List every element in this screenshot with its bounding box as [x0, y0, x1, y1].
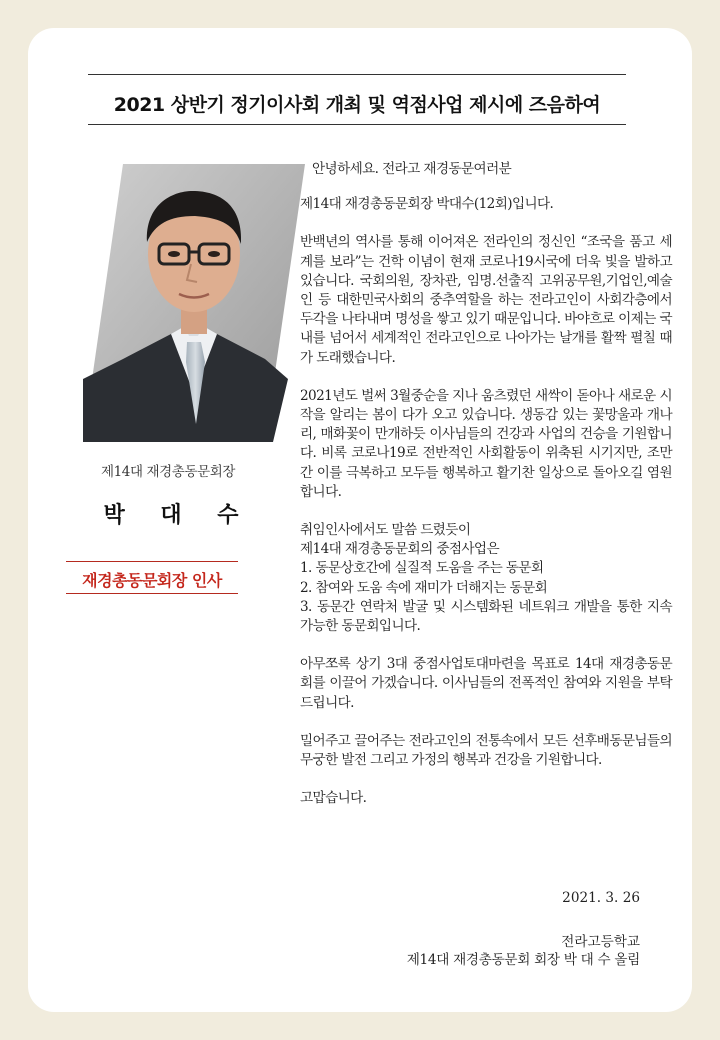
- letter-paragraph-2: 2021년도 벌써 3월중순을 지나 움츠렸던 새싹이 돋아나 새로운 시작을 알리는 봄이 다가 오고 있습니다. 생동감 있는 꽃망울과 개나리, 매화꽃이 만개하듯 이사님들의 건강과 사업의 건승을 기원합니다. 비록 코로나19로 전반적인 사회활동이 위축된 시기지만, 조만간 이를 극복하고 모두들 행복하고 활기찬 일상으로 돌아오길 염원합니다.: [300, 387, 672, 500]
- letter-intro: 제14대 재경총동문회장 박대수(12회)입니다.: [300, 196, 554, 213]
- letter-greeting: 안녕하세요. 전라고 재경동문여러분: [312, 161, 512, 177]
- letter-card: [28, 28, 692, 1012]
- letter-paragraph-4: 아무쪼록 상기 3대 중점사업토대마련을 목표로 14대 재경총동문회를 이끌어 가겠습니다. 이사님들의 전폭적인 참여와 지원을 부탁드립니다.: [300, 656, 672, 711]
- signature-signer: 제14대 재경총동문회 회장 박 대 수 올림: [406, 952, 640, 968]
- title-bottom-rule: [88, 124, 626, 125]
- list-item: 1. 동문상호간에 실질적 도움을 주는 동문회: [300, 560, 544, 577]
- section-bottom-rule: [66, 593, 238, 594]
- title-top-rule: [88, 74, 626, 75]
- section-title: 재경총동문회장 인사: [82, 571, 222, 590]
- portrait-illustration: [83, 164, 305, 442]
- page-title: 2021 상반기 정기이사회 개최 및 역점사업 제시에 즈음하여: [113, 94, 601, 116]
- letter-paragraph-5: 밀어주고 끌어주는 전라고인의 전통속에서 모든 선후배동문님들의 무궁한 발전 그리고 가정의 행복과 건강을 기원합니다.: [300, 732, 672, 769]
- caption-name: 박 대 수: [103, 503, 253, 528]
- list-item: 2. 참여와 도움 속에 재미가 더해지는 동문회: [300, 579, 548, 596]
- letter-body: [300, 160, 672, 808]
- list-item: 3. 동문간 연락처 발굴 및 시스템화된 네트워크 개발을 통한 지속 가능한 동문회입니다.: [300, 598, 672, 635]
- portrait-photo: [83, 164, 305, 442]
- caption-role: 제14대 재경총동문회장: [100, 464, 236, 480]
- letter-paragraph-3: [300, 521, 672, 636]
- letter-paragraph-1: 반백년의 역사를 통해 이어져온 전라인의 정신인 “조국을 품고 세계를 보라”는 건학 이념이 현재 코로나19시국에 더욱 빛을 발하고 있습니다. 국회의원, 장차관, 임명.선출직 고위공무원,기업인,예술인 등 대한민국사회의 중추역할을 하는 전라고인이 사회각층에서 두각을 나타내며 명성을 쌓고 있기 때문입니다. 바야흐로 이제는 국내를 넘어서 세계적인 전라고인으로 나아가는 날개를 활짝 펼칠 때가 도래했습니다.: [300, 234, 672, 366]
- section-top-rule: [66, 561, 238, 562]
- letter-closing: 고맙습니다.: [300, 790, 367, 807]
- list-item: 취임인사에서도 말씀 드렸듯이: [300, 522, 471, 539]
- list-item: 제14대 재경총동문회의 중점사업은: [300, 541, 499, 558]
- letter-date: 2021. 3. 26: [562, 890, 640, 906]
- signature-school: 전라고등학교: [561, 934, 640, 950]
